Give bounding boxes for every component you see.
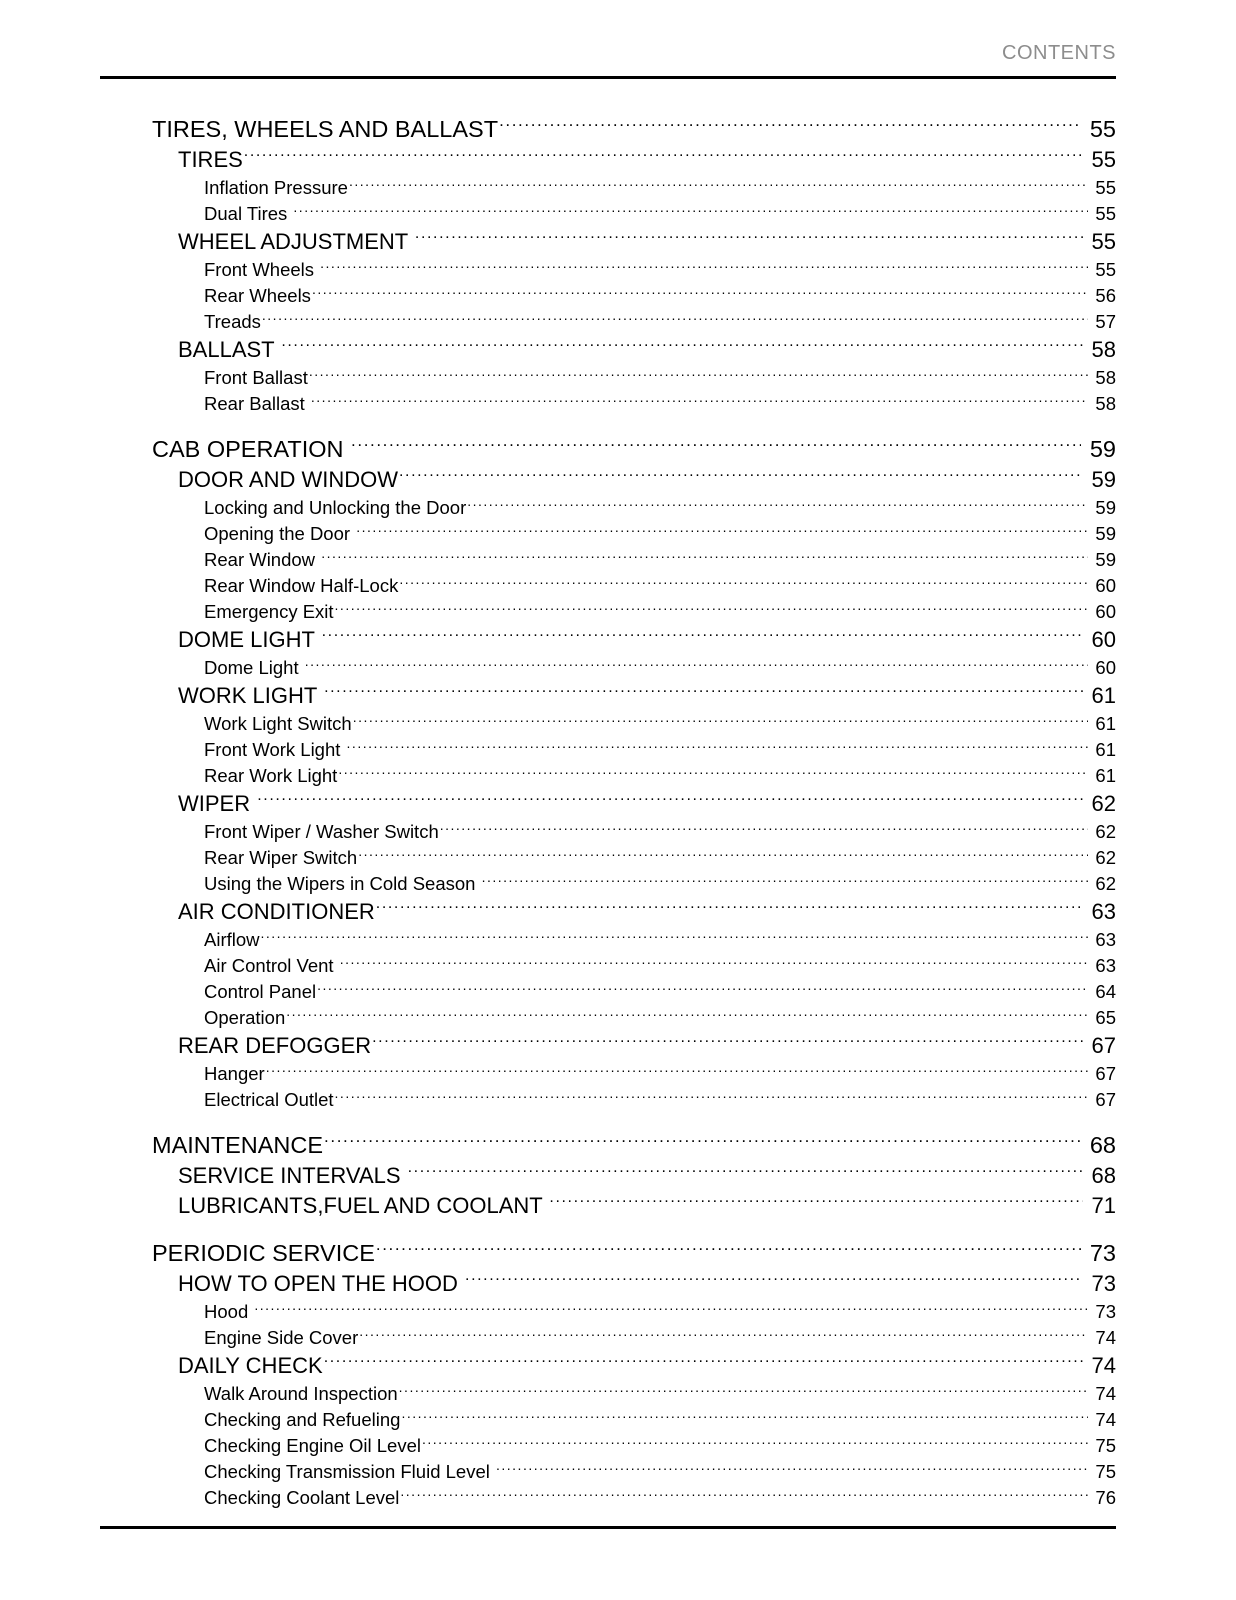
table-of-contents [100,113,1116,1511]
toc-entry[interactable] [100,1031,1116,1061]
toc-entry-page-number: 62 [1095,821,1116,842]
toc-entry[interactable] [100,625,1116,655]
toc-entry-label: Control Panel [204,981,317,1002]
toc-entry-label: DAILY CHECK [178,1353,323,1378]
toc-entry[interactable] [100,335,1116,365]
toc-entry[interactable] [100,201,1116,227]
header-divider [100,76,1116,79]
toc-entry-label: Checking and Refueling [204,1409,401,1430]
toc-entry-page-number: 75 [1095,1461,1116,1482]
toc-entry[interactable] [100,365,1116,391]
toc-entry[interactable] [100,573,1116,599]
toc-dot-leader [322,625,1083,647]
toc-dot-leader [399,1382,1088,1401]
toc-entry[interactable] [100,1433,1116,1459]
toc-dot-leader [286,1006,1088,1025]
toc-entry-page-number: 73 [1095,1301,1116,1322]
toc-entry-page-number: 61 [1095,713,1116,734]
toc-entry[interactable] [100,655,1116,681]
toc-entry-label: TIRES [178,147,243,172]
toc-entry[interactable] [100,433,1116,465]
toc-entry-page-number: 63 [1095,929,1116,950]
toc-entry-label: WORK LIGHT [178,683,324,708]
toc-entry-page-number: 63 [1091,899,1116,924]
toc-dot-leader [496,1460,1088,1479]
toc-entry-page-number: 62 [1095,873,1116,894]
toc-entry-label: LUBRICANTS,FUEL AND COOLANT [178,1193,549,1218]
page-header [100,42,1116,65]
toc-entry-page-number: 75 [1095,1435,1116,1456]
toc-entry-label: Front Work Light [204,739,346,760]
toc-entry[interactable] [100,1299,1116,1325]
toc-entry-page-number: 59 [1095,523,1116,544]
toc-entry[interactable] [100,1269,1116,1299]
toc-entry[interactable] [100,309,1116,335]
toc-dot-leader [401,1408,1088,1427]
toc-entry-page-number: 60 [1095,601,1116,622]
toc-entry-page-number: 59 [1091,467,1116,492]
toc-entry-label: Engine Side Cover [204,1327,359,1348]
toc-dot-leader [321,548,1088,567]
toc-entry-page-number: 74 [1095,1327,1116,1348]
toc-entry-page-number: 65 [1095,1007,1116,1028]
toc-entry[interactable] [100,1087,1116,1113]
toc-dot-leader [482,872,1088,891]
toc-block-tires-wheels-and-ballast [100,113,1116,417]
toc-entry-page-number: 61 [1095,739,1116,760]
toc-entry-page-number: 71 [1091,1193,1116,1218]
toc-dot-leader [311,392,1088,411]
toc-entry-page-number: 59 [1089,436,1116,462]
toc-entry[interactable] [100,1129,1116,1161]
header-title: CONTENTS [1002,42,1116,64]
toc-entry[interactable] [100,521,1116,547]
toc-entry-label: Walk Around Inspection [204,1383,398,1404]
toc-entry-label: DOME LIGHT [178,627,321,652]
toc-entry-label: Rear Ballast [204,393,310,414]
toc-entry-label: Locking and Unlocking the Door [204,497,467,518]
toc-dot-leader [293,202,1088,221]
toc-entry-page-number: 55 [1091,147,1116,172]
toc-dot-leader [376,897,1083,919]
toc-entry-label: Rear Window Half-Lock [204,575,399,596]
toc-entry[interactable] [100,927,1116,953]
toc-entry-page-number: 67 [1091,1033,1116,1058]
toc-dot-leader [257,789,1083,811]
toc-entry-label: Inflation Pressure [204,177,348,198]
toc-block-cab-operation [100,433,1116,1113]
toc-entry-page-number: 58 [1091,337,1116,362]
toc-entry[interactable] [100,1381,1116,1407]
toc-entry-page-number: 74 [1095,1383,1116,1404]
toc-dot-leader [281,335,1083,357]
toc-entry-page-number: 76 [1095,1487,1116,1508]
toc-entry-page-number: 67 [1095,1089,1116,1110]
toc-entry-label: Front Wheels [204,259,320,280]
toc-entry-page-number: 60 [1095,575,1116,596]
toc-entry[interactable] [100,1061,1116,1087]
toc-entry-label: Rear Wiper Switch [204,847,358,868]
toc-entry-label: SERVICE INTERVALS [178,1163,407,1188]
toc-entry[interactable] [100,227,1116,257]
toc-entry[interactable] [100,113,1116,145]
toc-entry-label: Emergency Exit [204,601,334,622]
toc-entry-page-number: 68 [1089,1132,1116,1158]
toc-entry-label: Rear Work Light [204,765,338,786]
toc-entry-page-number: 67 [1095,1063,1116,1084]
toc-entry[interactable] [100,465,1116,495]
toc-entry[interactable] [100,789,1116,819]
toc-entry-label: BALLAST [178,337,281,362]
toc-entry-page-number: 59 [1095,549,1116,570]
toc-entry-label: TIRES, WHEELS AND BALLAST [152,116,499,142]
toc-entry-label: PERIODIC SERVICE [152,1240,375,1266]
toc-entry-page-number: 57 [1095,311,1116,332]
toc-dot-leader [408,1161,1083,1183]
toc-entry[interactable] [100,1325,1116,1351]
toc-dot-leader [305,656,1088,675]
toc-dot-leader [372,1031,1083,1053]
toc-dot-leader [262,310,1088,329]
toc-dot-leader [351,434,1081,458]
toc-dot-leader [335,1088,1088,1107]
toc-entry[interactable] [100,547,1116,573]
toc-entry-label: Rear Wheels [204,285,311,306]
toc-entry-label: WHEEL ADJUSTMENT [178,229,414,254]
toc-dot-leader [353,712,1088,731]
toc-dot-leader [422,1434,1088,1453]
toc-entry[interactable] [100,495,1116,521]
toc-entry-label: Rear Window [204,549,321,570]
toc-dot-leader [254,1300,1088,1319]
toc-dot-leader [359,1326,1088,1345]
toc-entry[interactable] [100,763,1116,789]
toc-entry[interactable] [100,599,1116,625]
toc-entry-page-number: 64 [1095,981,1116,1002]
toc-dot-leader [347,738,1088,757]
toc-entry[interactable] [100,1191,1116,1221]
toc-dot-leader [340,954,1088,973]
toc-entry-page-number: 55 [1095,177,1116,198]
toc-entry-page-number: 63 [1095,955,1116,976]
toc-entry-page-number: 73 [1089,1240,1116,1266]
toc-entry-label: Air Control Vent [204,955,339,976]
toc-entry-page-number: 58 [1095,367,1116,388]
toc-dot-leader [324,1130,1081,1154]
toc-entry-label: AIR CONDITIONER [178,899,375,924]
toc-entry-label: Work Light Switch [204,713,352,734]
toc-dot-leader [317,980,1088,999]
toc-entry-page-number: 74 [1091,1353,1116,1378]
toc-entry-page-number: 62 [1095,847,1116,868]
toc-entry-page-number: 61 [1095,765,1116,786]
toc-dot-leader [324,681,1083,703]
toc-entry[interactable] [100,979,1116,1005]
toc-entry[interactable] [100,1485,1116,1511]
toc-entry[interactable] [100,283,1116,309]
toc-dot-leader [376,1238,1081,1262]
toc-entry-page-number: 68 [1091,1163,1116,1188]
toc-dot-leader [324,1351,1083,1373]
toc-dot-leader [399,574,1088,593]
toc-entry-page-number: 60 [1095,657,1116,678]
toc-entry[interactable] [100,897,1116,927]
toc-entry-page-number: 73 [1091,1271,1116,1296]
toc-entry[interactable] [100,871,1116,897]
toc-entry[interactable] [100,391,1116,417]
toc-entry-page-number: 55 [1095,259,1116,280]
toc-dot-leader [244,145,1083,167]
toc-dot-leader [309,366,1088,385]
toc-entry-label: Front Ballast [204,367,308,388]
toc-entry-label: HOW TO OPEN THE HOOD [178,1271,465,1296]
toc-block-maintenance [100,1129,1116,1221]
toc-dot-leader [440,820,1088,839]
toc-entry[interactable] [100,681,1116,711]
toc-entry-label: Hanger [204,1063,265,1084]
toc-dot-leader [261,928,1088,947]
toc-dot-leader [312,284,1088,303]
toc-entry-page-number: 74 [1095,1409,1116,1430]
toc-dot-leader [400,1486,1088,1505]
toc-entry-page-number: 55 [1089,116,1116,142]
toc-entry[interactable] [100,1161,1116,1191]
toc-dot-leader [549,1191,1083,1213]
toc-entry-label: Electrical Outlet [204,1089,334,1110]
toc-entry-page-number: 60 [1091,627,1116,652]
toc-dot-leader [356,522,1088,541]
toc-entry-label: Using the Wipers in Cold Season [204,873,481,894]
toc-entry[interactable] [100,711,1116,737]
toc-entry-label: MAINTENANCE [152,1132,324,1158]
toc-dot-leader [335,600,1088,619]
toc-dot-leader [358,846,1088,865]
toc-entry-label: WIPER [178,791,257,816]
footer-divider [100,1526,1116,1529]
toc-entry-label: Checking Transmission Fluid Level [204,1461,495,1482]
toc-entry[interactable] [100,1237,1116,1269]
toc-entry-label: Checking Coolant Level [204,1487,400,1508]
toc-dot-leader [415,227,1083,249]
toc-entry-page-number: 61 [1091,683,1116,708]
toc-entry-page-number: 55 [1091,229,1116,254]
toc-entry-label: CAB OPERATION [152,436,351,462]
toc-dot-leader [499,114,1081,138]
toc-entry[interactable] [100,257,1116,283]
toc-entry-label: Treads [204,311,261,332]
toc-entry-label: DOOR AND WINDOW [178,467,398,492]
toc-dot-leader [467,496,1088,515]
toc-dot-leader [349,176,1088,195]
toc-entry-label: Operation [204,1007,286,1028]
toc-entry-label: Dome Light [204,657,304,678]
toc-entry-page-number: 56 [1095,285,1116,306]
toc-dot-leader [465,1269,1083,1291]
toc-entry[interactable] [100,819,1116,845]
toc-entry-label: Hood [204,1301,254,1322]
toc-entry-label: Opening the Door [204,523,356,544]
toc-entry-page-number: 58 [1095,393,1116,414]
toc-dot-leader [338,764,1088,783]
toc-entry-label: Front Wiper / Washer Switch [204,821,439,842]
toc-block-periodic-service [100,1237,1116,1511]
toc-dot-leader [320,258,1088,277]
toc-entry[interactable] [100,1459,1116,1485]
toc-entry[interactable] [100,1407,1116,1433]
toc-entry[interactable] [100,1005,1116,1031]
toc-entry[interactable] [100,737,1116,763]
toc-entry-label: Dual Tires [204,203,293,224]
toc-entry-page-number: 62 [1091,791,1116,816]
toc-entry-page-number: 55 [1095,203,1116,224]
toc-entry[interactable] [100,145,1116,175]
toc-entry-label: Checking Engine Oil Level [204,1435,421,1456]
toc-entry[interactable] [100,1351,1116,1381]
toc-entry-label: REAR DEFOGGER [178,1033,372,1058]
toc-dot-leader [266,1062,1088,1081]
toc-entry-label: Airflow [204,929,260,950]
toc-entry-page-number: 59 [1095,497,1116,518]
toc-entry[interactable] [100,175,1116,201]
toc-entry[interactable] [100,953,1116,979]
toc-entry[interactable] [100,845,1116,871]
toc-dot-leader [399,465,1083,487]
